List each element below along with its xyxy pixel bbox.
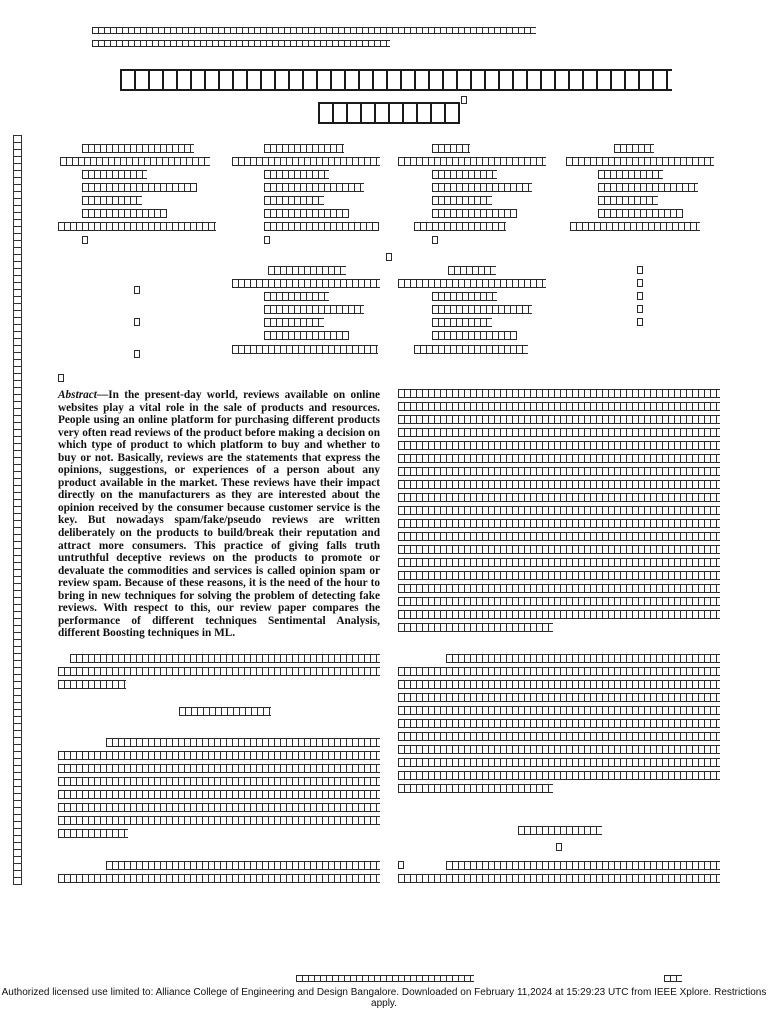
copyright-line [296,975,474,982]
title-footnote-mark [461,96,467,104]
section-heading [518,826,602,835]
abstract-lead: Abstract— [58,389,109,401]
separator-mark [637,279,643,287]
separator-mark [556,843,562,851]
separator-mark [134,318,140,326]
paper-title-line [120,69,672,91]
abstract [58,389,380,640]
separator-mark [637,305,643,313]
section-heading [179,707,271,716]
separator-mark [637,266,643,274]
arxiv-sidebar-strip [13,135,22,885]
separator-mark [134,286,140,294]
header-conference-line [92,40,390,47]
separator-mark [58,374,64,382]
page-number [664,975,682,982]
header-conference-line [92,27,536,34]
separator-mark [637,292,643,300]
paper-title-line [318,102,460,124]
license-footer: Authorized licensed use limited to: Alliance College of Engineering and Design Bangalore. Downloaded on February 11,2024 at 15:29:23 UTC from IEEE Xplore. Restrictions apply. [1,987,767,1009]
separator-mark [134,350,140,358]
abstract-text: In the present-day world, reviews available on online websites play a vital role in the sale of products and resources. People using an online platform for purchasing different products very often read reviews of the product before making a decision on which type of product to which platform to buy and whether to buy or not. Basically, reviews are the statements that express the opinions, suggestions, or experiences of a person about any product available in the market. These reviews have their impact directly on the manufacturers as they are interested about the opinion received by the consumer because customer service is the key. But nowadays spam/fake/pseudo reviews are written deliberately on the products to build/break their reputation and attract more consumers. This practice of giving falls truth untruthful deceptive reviews on the products to promote or devaluate the commodities and services is called opinion spam or review spam. Because of these reasons, it is the need of the hour to bring in new techniques for solving the problem of detecting fake reviews. With respect to this, our review paper compares the performance of different techniques Sentimental Analysis, different Boosting techniques in ML. [58,389,380,640]
separator-mark [386,253,392,261]
separator-mark [637,318,643,326]
